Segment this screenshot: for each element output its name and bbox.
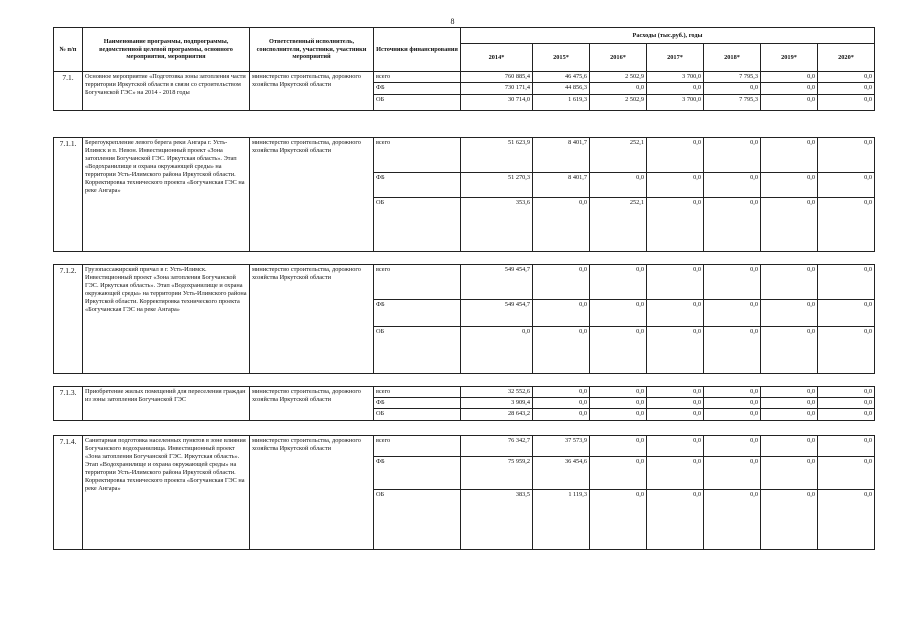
- amount-cell: 0,0: [761, 409, 818, 421]
- amount-cell: 0,0: [647, 490, 704, 550]
- row-number: 7.1.2.: [54, 265, 83, 374]
- amount-cell: 0,0: [818, 95, 875, 111]
- header-executor: Ответственный исполнитель, соисполнители, участники, участники мероприятий: [250, 28, 374, 72]
- funding-source: ОБ: [374, 409, 461, 421]
- amount-cell: 0,0: [647, 265, 704, 300]
- amount-cell: 0,0: [590, 265, 647, 300]
- amount-cell: 30 714,0: [461, 95, 533, 111]
- amount-cell: 0,0: [761, 300, 818, 327]
- funding-source: ФБ: [374, 173, 461, 198]
- amount-cell: 0,0: [590, 387, 647, 398]
- amount-cell: 0,0: [704, 138, 761, 173]
- amount-cell: 0,0: [533, 265, 590, 300]
- header-expenses: Расходы (тыс.руб.), годы: [461, 28, 875, 44]
- funding-source: всего: [374, 436, 461, 457]
- amount-cell: 0,0: [818, 327, 875, 374]
- amount-cell: 549 454,7: [461, 265, 533, 300]
- amount-cell: 549 454,7: [461, 300, 533, 327]
- amount-cell: 0,0: [818, 457, 875, 490]
- amount-cell: 75 959,2: [461, 457, 533, 490]
- amount-cell: 0,0: [533, 398, 590, 409]
- amount-cell: 0,0: [704, 265, 761, 300]
- header-year: 2015*: [533, 44, 590, 72]
- amount-cell: 760 885,4: [461, 72, 533, 83]
- amount-cell: 0,0: [590, 173, 647, 198]
- amount-cell: 0,0: [647, 300, 704, 327]
- row-spacer: [54, 252, 875, 265]
- amount-cell: 2 502,9: [590, 72, 647, 83]
- amount-cell: 0,0: [818, 265, 875, 300]
- row-name: Приобретение жилых помещений для переселения граждан из зоны затопления Богучанской ГЭС: [83, 387, 250, 421]
- funding-source: ФБ: [374, 457, 461, 490]
- amount-cell: 3 700,0: [647, 72, 704, 83]
- funding-source: всего: [374, 387, 461, 398]
- amount-cell: 0,0: [647, 436, 704, 457]
- amount-cell: 0,0: [704, 457, 761, 490]
- amount-cell: 32 552,6: [461, 387, 533, 398]
- amount-cell: 0,0: [590, 436, 647, 457]
- amount-cell: 46 475,6: [533, 72, 590, 83]
- amount-cell: 0,0: [590, 398, 647, 409]
- amount-cell: 0,0: [647, 138, 704, 173]
- amount-cell: 0,0: [704, 173, 761, 198]
- amount-cell: 0,0: [704, 436, 761, 457]
- amount-cell: 0,0: [761, 83, 818, 95]
- amount-cell: 0,0: [533, 387, 590, 398]
- amount-cell: 0,0: [647, 457, 704, 490]
- funding-source: ОБ: [374, 95, 461, 111]
- amount-cell: 0,0: [818, 490, 875, 550]
- amount-cell: 0,0: [647, 327, 704, 374]
- row-executor: министерство строительства, дорожного хозяйства Иркутской области: [250, 387, 374, 421]
- header-year: 2020*: [818, 44, 875, 72]
- amount-cell: 0,0: [818, 436, 875, 457]
- amount-cell: 0,0: [704, 490, 761, 550]
- amount-cell: 0,0: [647, 198, 704, 252]
- amount-cell: 0,0: [761, 173, 818, 198]
- row-spacer: [54, 111, 875, 138]
- header-year: 2019*: [761, 44, 818, 72]
- amount-cell: 0,0: [818, 173, 875, 198]
- table-row: [54, 138, 875, 173]
- funding-source: всего: [374, 265, 461, 300]
- amount-cell: 28 643,2: [461, 409, 533, 421]
- table-body: [54, 72, 875, 550]
- amount-cell: 0,0: [818, 72, 875, 83]
- funding-source: ОБ: [374, 490, 461, 550]
- row-number: 7.1.1.: [54, 138, 83, 252]
- amount-cell: 0,0: [704, 83, 761, 95]
- amount-cell: 1 119,3: [533, 490, 590, 550]
- amount-cell: 51 270,3: [461, 173, 533, 198]
- row-spacer-cell: [54, 111, 875, 138]
- amount-cell: 0,0: [761, 265, 818, 300]
- amount-cell: 37 573,9: [533, 436, 590, 457]
- amount-cell: 0,0: [761, 327, 818, 374]
- amount-cell: 51 623,9: [461, 138, 533, 173]
- row-number: 7.1.: [54, 72, 83, 111]
- amount-cell: 353,6: [461, 198, 533, 252]
- row-spacer: [54, 374, 875, 387]
- header-number: № п/п: [54, 28, 83, 72]
- amount-cell: 0,0: [761, 457, 818, 490]
- amount-cell: 0,0: [761, 72, 818, 83]
- amount-cell: 0,0: [761, 138, 818, 173]
- amount-cell: 0,0: [818, 300, 875, 327]
- header-year: 2018*: [704, 44, 761, 72]
- amount-cell: 0,0: [761, 490, 818, 550]
- amount-cell: 0,0: [818, 83, 875, 95]
- row-executor: министерство строительства, дорожного хозяйства Иркутской области: [250, 265, 374, 374]
- amount-cell: 0,0: [461, 327, 533, 374]
- amount-cell: 3 700,0: [647, 95, 704, 111]
- amount-cell: 0,0: [704, 327, 761, 374]
- amount-cell: 0,0: [533, 409, 590, 421]
- row-name: Грузопассажирский причал в г. Усть-Илимск. Инвестиционный проект «Зона затопления Богучанской ГЭС. Иркутская область». Этап «Водохранилище и охрана окружающей среды» на территории Усть-Илимского района Иркутской области. Корректировка технического проекта «Богучанская ГЭС на реке Ангара»: [83, 265, 250, 374]
- table-row: [54, 387, 875, 398]
- amount-cell: 0,0: [704, 387, 761, 398]
- amount-cell: 2 502,9: [590, 95, 647, 111]
- amount-cell: 0,0: [704, 409, 761, 421]
- amount-cell: 8 401,7: [533, 173, 590, 198]
- amount-cell: 0,0: [590, 409, 647, 421]
- header-year: 2014*: [461, 44, 533, 72]
- amount-cell: 0,0: [818, 387, 875, 398]
- amount-cell: 0,0: [590, 327, 647, 374]
- amount-cell: 0,0: [590, 457, 647, 490]
- row-name: Основное мероприятие «Подготовка зоны затопления части территории Иркутской области в связи со строительством Богучанской ГЭС» на 2014 - 2018 годы: [83, 72, 250, 111]
- amount-cell: 7 795,3: [704, 72, 761, 83]
- funding-source: ФБ: [374, 300, 461, 327]
- amount-cell: 252,1: [590, 198, 647, 252]
- amount-cell: 383,5: [461, 490, 533, 550]
- row-executor: министерство строительства, дорожного хозяйства Иркутской области: [250, 436, 374, 550]
- header-year: 2017*: [647, 44, 704, 72]
- amount-cell: 252,1: [590, 138, 647, 173]
- page-number: 8: [450, 17, 455, 26]
- funding-source: ФБ: [374, 83, 461, 95]
- amount-cell: 0,0: [647, 83, 704, 95]
- funding-source: ОБ: [374, 198, 461, 252]
- amount-cell: 76 342,7: [461, 436, 533, 457]
- row-spacer-cell: [54, 252, 875, 265]
- amount-cell: 44 856,3: [533, 83, 590, 95]
- amount-cell: 730 171,4: [461, 83, 533, 95]
- header-source: Источники финансирования: [374, 28, 461, 72]
- row-spacer: [54, 421, 875, 436]
- header-name: Наименование программы, подпрограммы, ведомственной целевой программы, основного мероприятия, мероприятия: [83, 28, 250, 72]
- amount-cell: 0,0: [647, 398, 704, 409]
- amount-cell: 0,0: [761, 398, 818, 409]
- amount-cell: 0,0: [818, 198, 875, 252]
- amount-cell: 0,0: [818, 409, 875, 421]
- row-number: 7.1.3.: [54, 387, 83, 421]
- amount-cell: 0,0: [533, 300, 590, 327]
- header-year: 2016*: [590, 44, 647, 72]
- amount-cell: 8 401,7: [533, 138, 590, 173]
- amount-cell: 0,0: [590, 83, 647, 95]
- row-number: 7.1.4.: [54, 436, 83, 550]
- amount-cell: 0,0: [818, 398, 875, 409]
- row-spacer-cell: [54, 421, 875, 436]
- budget-table: [53, 27, 875, 550]
- amount-cell: 0,0: [704, 398, 761, 409]
- amount-cell: 0,0: [647, 409, 704, 421]
- amount-cell: 0,0: [761, 198, 818, 252]
- table-row: [54, 72, 875, 83]
- amount-cell: 0,0: [647, 173, 704, 198]
- amount-cell: 1 619,3: [533, 95, 590, 111]
- table-row: [54, 265, 875, 300]
- row-name: Санитарная подготовка населенных пунктов в зоне влияния Богучанского водохранилища. Инвестиционный проект «Зона затопления Богучанской ГЭС. Иркутская область». Этап «Водохранилище и охрана окружающей среды» на территории Усть-Илимского района Иркутской области. Корректировка технического проекта «Богучанская ГЭС на реке Ангара»: [83, 436, 250, 550]
- amount-cell: 3 909,4: [461, 398, 533, 409]
- amount-cell: 0,0: [761, 436, 818, 457]
- amount-cell: 0,0: [590, 490, 647, 550]
- funding-source: ФБ: [374, 398, 461, 409]
- row-executor: министерство строительства, дорожного хозяйства Иркутской области: [250, 72, 374, 111]
- row-executor: министерство строительства, дорожного хозяйства Иркутской области: [250, 138, 374, 252]
- amount-cell: 0,0: [818, 138, 875, 173]
- funding-source: всего: [374, 138, 461, 173]
- funding-source: ОБ: [374, 327, 461, 374]
- amount-cell: 0,0: [533, 327, 590, 374]
- amount-cell: 0,0: [533, 198, 590, 252]
- amount-cell: 0,0: [704, 198, 761, 252]
- amount-cell: 0,0: [704, 300, 761, 327]
- funding-source: всего: [374, 72, 461, 83]
- amount-cell: 0,0: [761, 95, 818, 111]
- table-row: [54, 436, 875, 457]
- row-name: Берегоукрепление левого берега реки Ангара г. Усть-Илимск и п. Невон. Инвестиционный проект «Зона затопления Богучанской ГЭС. Иркутская область». Этап «Водохранилище и охрана окружающей среды» на территории Усть-Илимского района Иркутской области. Корректировка технического проекта «Богучанская ГЭС на реке Ангара»: [83, 138, 250, 252]
- amount-cell: 0,0: [647, 387, 704, 398]
- amount-cell: 0,0: [761, 387, 818, 398]
- amount-cell: 7 795,3: [704, 95, 761, 111]
- amount-cell: 36 454,6: [533, 457, 590, 490]
- row-spacer-cell: [54, 374, 875, 387]
- amount-cell: 0,0: [590, 300, 647, 327]
